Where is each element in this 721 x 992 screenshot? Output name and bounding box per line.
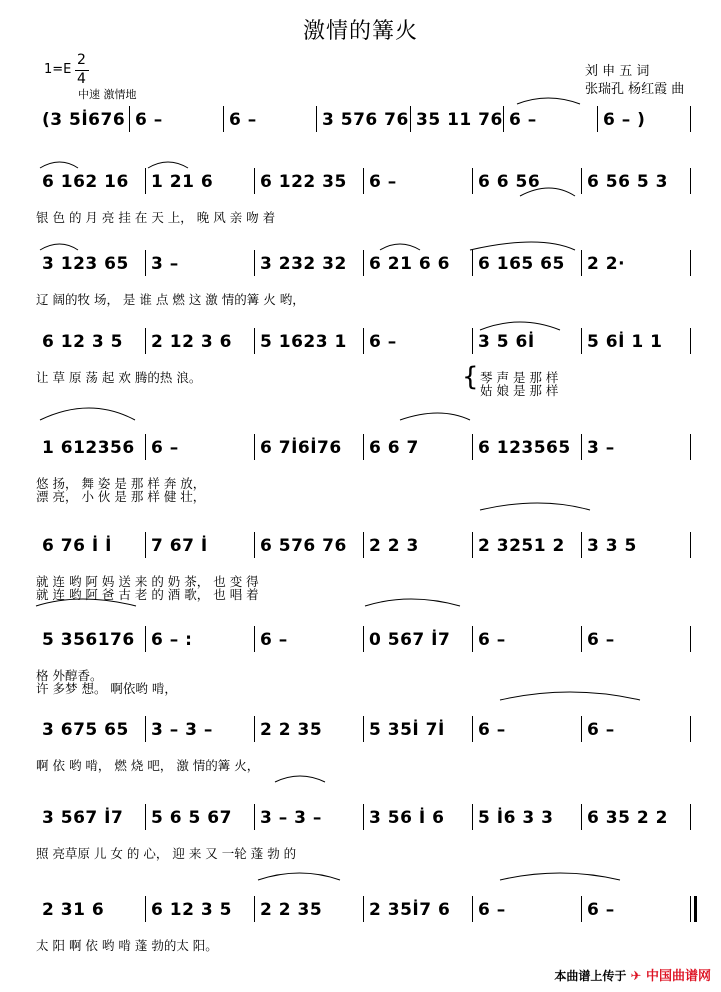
slur	[40, 244, 78, 250]
measure-notes: 3 5 6İ	[478, 332, 535, 352]
slur	[380, 244, 420, 250]
measure-notes: 3 3 5	[587, 536, 637, 556]
measure-notes: 0 567 İ7	[369, 630, 451, 650]
measure-notes: 5 35İ 7İ	[369, 720, 445, 740]
measure-notes: 3 123 65	[42, 254, 129, 274]
lyric-line: 银 色 的 月 亮 挂 在 天 上， 晚 风 亲 吻 着	[36, 210, 276, 225]
measure-notes: 6 –	[369, 332, 397, 352]
measure-notes: 1 612356	[42, 438, 135, 458]
measure-notes: (3 5İ676	[42, 110, 126, 130]
measure-notes: 3 – 3 –	[151, 720, 213, 740]
footer-text: 本曲谱上传于	[554, 969, 627, 983]
measure-notes: 3 –	[151, 254, 179, 274]
measure-notes: 6 –	[478, 630, 506, 650]
lyric-line: 悠 扬， 舞 姿 是 那 样 奔 放，	[36, 476, 206, 491]
time-signature-bottom: 4	[77, 71, 86, 87]
measure-notes: 3 675 65	[42, 720, 129, 740]
measure-notes: 6 162 16	[42, 172, 129, 192]
measure-notes: 6 6 56	[478, 172, 541, 192]
measure-notes: 3 56 İ 6	[369, 808, 445, 828]
slur	[470, 242, 575, 250]
measure-notes: 5 6İ 1 1	[587, 332, 663, 352]
measure-notes: 3 576 76	[322, 110, 409, 130]
slur	[40, 408, 135, 420]
measure-notes: 6 122 35	[260, 172, 347, 192]
slur	[365, 599, 460, 606]
measure-notes: 2 3251 2	[478, 536, 565, 556]
lyric-line: 辽 阔的牧 场， 是 谁 点 燃 这 激 情的篝 火 哟，	[36, 292, 305, 307]
measure-notes: 6 56 5 3	[587, 172, 668, 192]
measure-notes: 6 12 3 5	[151, 900, 232, 920]
measure-notes: 6 –	[369, 172, 397, 192]
measure-notes: 6 35 2 2	[587, 808, 668, 828]
measure-notes: 35 11 76	[416, 110, 503, 130]
measure-notes: 5 6 5 67	[151, 808, 232, 828]
measure-notes: 2 12 3 6	[151, 332, 232, 352]
slur	[500, 873, 620, 880]
slur	[517, 98, 580, 104]
slur	[480, 322, 560, 330]
lyric-line: 许 多梦 想。 啊依哟 啃，	[36, 681, 177, 696]
lyric-line: 就 连 哟 阿 爸 古 老 的 酒 歌， 也 唱 着	[36, 587, 259, 602]
slur	[36, 599, 136, 606]
measure-notes: 1 21 6	[151, 172, 214, 192]
measure-notes: 6 12 3 5	[42, 332, 123, 352]
lyric-line: 照 亮草原 儿 女 的 心， 迎 来 又 一轮 蓬 勃 的	[36, 846, 297, 861]
measure-notes: 5 1623 1	[260, 332, 347, 352]
measure-notes: 2 2 35	[260, 900, 323, 920]
slur	[40, 162, 78, 168]
measure-notes: 6 6 7	[369, 438, 419, 458]
measure-notes: 2 31 6	[42, 900, 105, 920]
measure-notes: 6 –	[229, 110, 257, 130]
measure-notes: 6 123565	[478, 438, 571, 458]
lyric-line: 让 草 原 荡 起 欢 腾的热 浪。	[36, 370, 202, 385]
verse-brace: {	[462, 362, 479, 392]
measure-notes: 6 –	[587, 900, 615, 920]
lyric-line: 格 外醇香。	[36, 668, 103, 683]
footer-brand: ✈ 中国曲谱网	[630, 969, 711, 984]
slur	[258, 873, 340, 880]
measure-notes: 6 7İ6İ76	[260, 438, 342, 458]
tempo-marking: 中速 激情地	[78, 88, 137, 101]
measure-notes: 3 232 32	[260, 254, 347, 274]
measure-notes: 6 76 İ İ	[42, 536, 112, 556]
brand-logo-icon: ✈	[630, 969, 642, 984]
slur	[400, 413, 470, 420]
measure-notes: 2 2 3	[369, 536, 419, 556]
slur	[148, 162, 188, 168]
measure-notes: 3 – 3 –	[260, 808, 322, 828]
verse-lyric-line: 姑 娘 是 那 样	[480, 383, 559, 398]
lyric-line: 就 连 哟 阿 妈 送 来 的 奶 茶， 也 变 得	[36, 574, 259, 589]
lyric-line: 啊 依 哟 啃， 燃 烧 吧， 激 情的篝 火，	[36, 758, 260, 773]
lyric-line: 太 阳 啊 依 哟 啃 蓬 勃的太 阳。	[36, 938, 218, 953]
measure-notes: 2 2·	[587, 254, 626, 274]
measure-notes: 6 –	[587, 630, 615, 650]
measure-notes: 3 –	[587, 438, 615, 458]
measure-notes: 2 2 35	[260, 720, 323, 740]
measure-notes: 6 –	[587, 720, 615, 740]
measure-notes: 6 21 6 6	[369, 254, 450, 274]
measure-notes: 6 –	[135, 110, 163, 130]
measure-notes: 2 35İ7 6	[369, 900, 451, 920]
measure-notes: 6 – )	[603, 110, 646, 130]
measure-notes: 3 567 İ7	[42, 808, 124, 828]
song-title: 激情的篝火	[302, 19, 418, 44]
measure-notes: 6 –	[478, 900, 506, 920]
measure-notes: 6 165 65	[478, 254, 565, 274]
slur	[500, 692, 640, 700]
key-signature: 1=E	[44, 62, 72, 77]
lyric-line: 漂 亮， 小 伙 是 那 样 健 壮，	[36, 489, 206, 504]
measure-notes: 7 67 İ	[151, 536, 208, 556]
lyricist-credit: 刘 申 五 词	[585, 64, 650, 79]
measure-notes: 6 – :	[151, 630, 193, 650]
slur	[275, 776, 325, 782]
slur	[480, 503, 590, 510]
time-signature-top: 2	[77, 52, 86, 68]
measure-notes: 6 –	[509, 110, 537, 130]
composer-credit: 张瑞孔 杨红霞 曲	[585, 82, 685, 97]
measure-notes: 6 –	[260, 630, 288, 650]
measure-notes: 6 –	[151, 438, 179, 458]
measure-notes: 5 İ6 3 3	[478, 808, 554, 828]
measure-notes: 5 356176	[42, 630, 135, 650]
slur	[520, 188, 575, 196]
verse-lyric-line: 琴 声 是 那 样	[480, 370, 559, 385]
measure-notes: 6 576 76	[260, 536, 347, 556]
measure-notes: 6 –	[478, 720, 506, 740]
